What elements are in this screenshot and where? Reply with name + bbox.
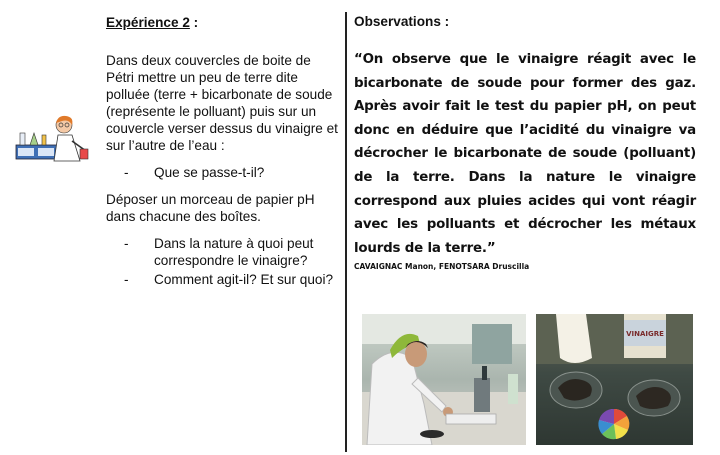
- observations-title: Observations :: [354, 14, 450, 29]
- experiment-title: Expérience 2 :: [106, 15, 199, 30]
- observations-column: [354, 14, 696, 271]
- vinegar-label: VINAIGRE: [626, 330, 664, 338]
- observations-quote: “On observe que le vinaigre réagit avec le bicarbonate de soude pour former des gaz. Après avoir fait le test du papier pH, on peut donc en déduire que l’acidité du vinaigre va décrocher le bicarbonate de soude (polluant) de la terre. Dans la nature le vinaigre correspond aux pluies acides qui vont réagir avec les polluants et décrocher les métaux lourds de la terre.”: [354, 52, 696, 256]
- petri-dishes-photo: [536, 314, 693, 445]
- question-item: - Que se passe-t-il?: [124, 164, 338, 181]
- protocol-paragraph-2: Déposer un morceau de papier pH dans chacune des boîtes.: [106, 192, 315, 224]
- lab-student-photo: [362, 314, 526, 445]
- question-list-1: [124, 164, 338, 181]
- question-item: - Comment agit-il? Et sur quoi?: [124, 271, 338, 288]
- experiment-column: [106, 14, 338, 298]
- protocol-paragraph-1: Dans deux couvercles de boite de Pétri mettre un peu de terre dite polluée (terre + bicarbonate de soude (représente le polluant) puis sur un couvercle verser dessus du vinaigre et sur l’autre de l’eau :: [106, 53, 338, 153]
- column-divider: [345, 12, 347, 452]
- question-list-2: [124, 235, 338, 288]
- question-item: - Dans la nature à quoi peut correspondre le vinaigre?: [124, 235, 338, 269]
- scientist-clipart: [14, 115, 92, 165]
- authors-credit: CAVAIGNAC Manon, FENOTSARA Druscilla: [354, 262, 530, 272]
